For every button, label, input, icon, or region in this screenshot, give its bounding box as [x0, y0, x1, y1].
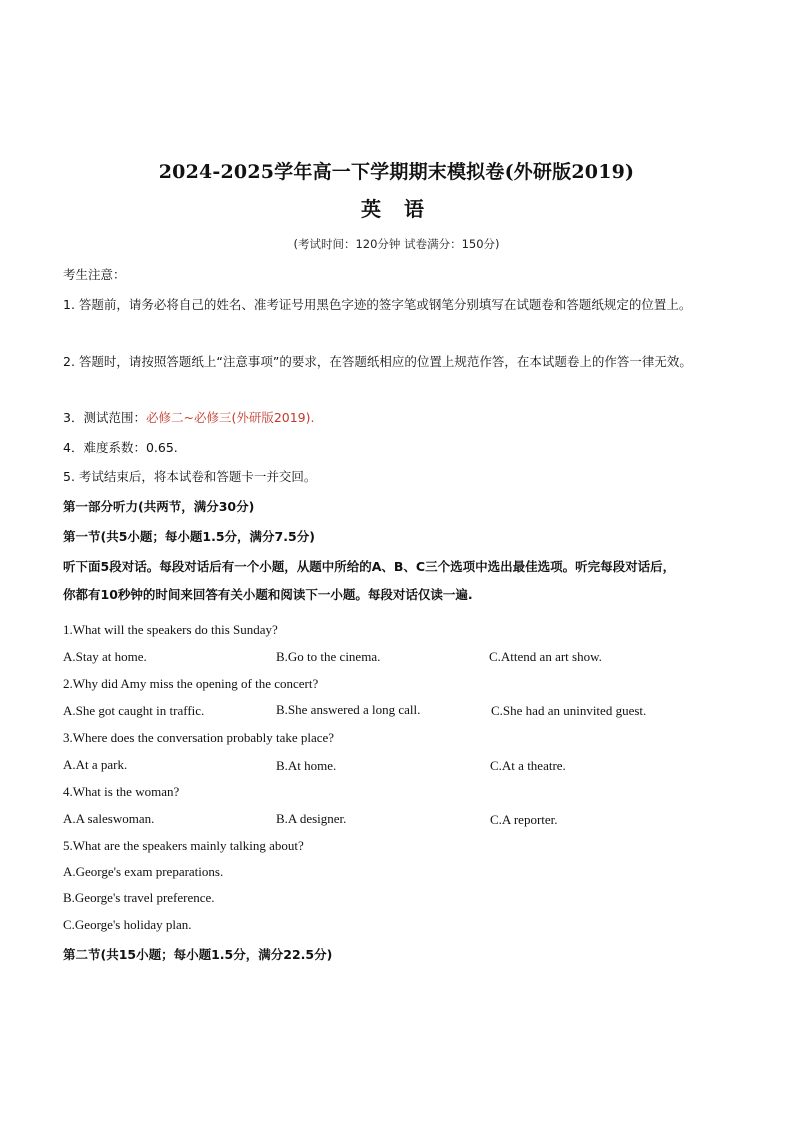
- exam-info: (考试时间：120分钟 试卷满分：150分): [293, 237, 500, 251]
- question-4-option-a: A.A saleswoman.: [63, 811, 155, 826]
- question-3: 3.Where does the conversation probably take place?: [63, 730, 335, 745]
- question-5-option-a: A.George's exam preparations.: [63, 864, 224, 879]
- note-item-4: 4．难度系数：0.65.: [63, 440, 178, 455]
- question-2: 2.Why did Amy miss the opening of the concert?: [63, 676, 319, 691]
- exam-title: 2024-2025学年高一下学期期末模拟卷(外研版2019): [158, 161, 635, 183]
- question-1-option-c: C.Attend an art show.: [489, 649, 602, 664]
- question-5: 5.What are the speakers mainly talking about?: [63, 838, 304, 853]
- test-range: 必修二~必修三(外研版2019).: [145, 410, 315, 425]
- section1-heading: 第一节(共5小题；每小题1.5分，满分7.5分): [63, 529, 315, 544]
- question-5-option-c: C.George's holiday plan.: [63, 917, 192, 932]
- note-item-2: 2. 答题时，请按照答题纸上“注意事项”的要求，在答题纸相应的位置上规范作答，在本试题卷上的作答一律无效。: [63, 354, 692, 369]
- question-2-option-c: C.She had an uninvited guest.: [491, 703, 647, 718]
- question-5-option-b: B.George's travel preference.: [63, 890, 215, 905]
- note-item-3: [63, 408, 314, 426]
- question-3-option-a: A.At a park.: [63, 757, 128, 772]
- question-1-option-a: A.Stay at home.: [63, 649, 147, 664]
- section2-heading: 第二节(共15小题；每小题1.5分，满分22.5分): [63, 947, 333, 962]
- section1-instructions-line2: 你都有10秒钟的时间来回答有关小题和阅读下一小题。每段对话仅读一遍.: [63, 587, 473, 602]
- question-3-option-b: B.At home.: [276, 758, 337, 773]
- question-1-option-b: B.Go to the cinema.: [276, 649, 381, 664]
- question-2-option-a: A.She got caught in traffic.: [63, 703, 205, 718]
- question-4-option-b: B.A designer.: [276, 811, 347, 826]
- subject-title: 英 语: [361, 197, 432, 221]
- note-item-1: 1. 答题前，请务必将自己的姓名、准考证号用黑色字迹的签字笔或钢笔分别填写在试题卷和答题纸规定的位置上。: [63, 297, 692, 312]
- question-1: 1.What will the speakers do this Sunday?: [63, 622, 278, 637]
- note-item-5: 5. 考试结束后，将本试卷和答题卡一并交回。: [63, 469, 317, 484]
- notes-heading: 考生注意：: [63, 267, 126, 282]
- question-3-option-c: C.At a theatre.: [490, 758, 566, 773]
- question-2-option-b: B.She answered a long call.: [276, 702, 421, 717]
- part1-heading: 第一部分听力(共两节，满分30分): [63, 499, 255, 514]
- note-item-3-prefix: 3．测试范围：: [63, 410, 146, 425]
- question-4-option-c: C.A reporter.: [490, 812, 558, 827]
- section1-instructions-line1: 听下面5段对话。每段对话后有一个小题，从题中所给的A、B、C三个选项中选出最佳选项。听完每段对话后，: [63, 559, 676, 574]
- question-4: 4.What is the woman?: [63, 784, 180, 799]
